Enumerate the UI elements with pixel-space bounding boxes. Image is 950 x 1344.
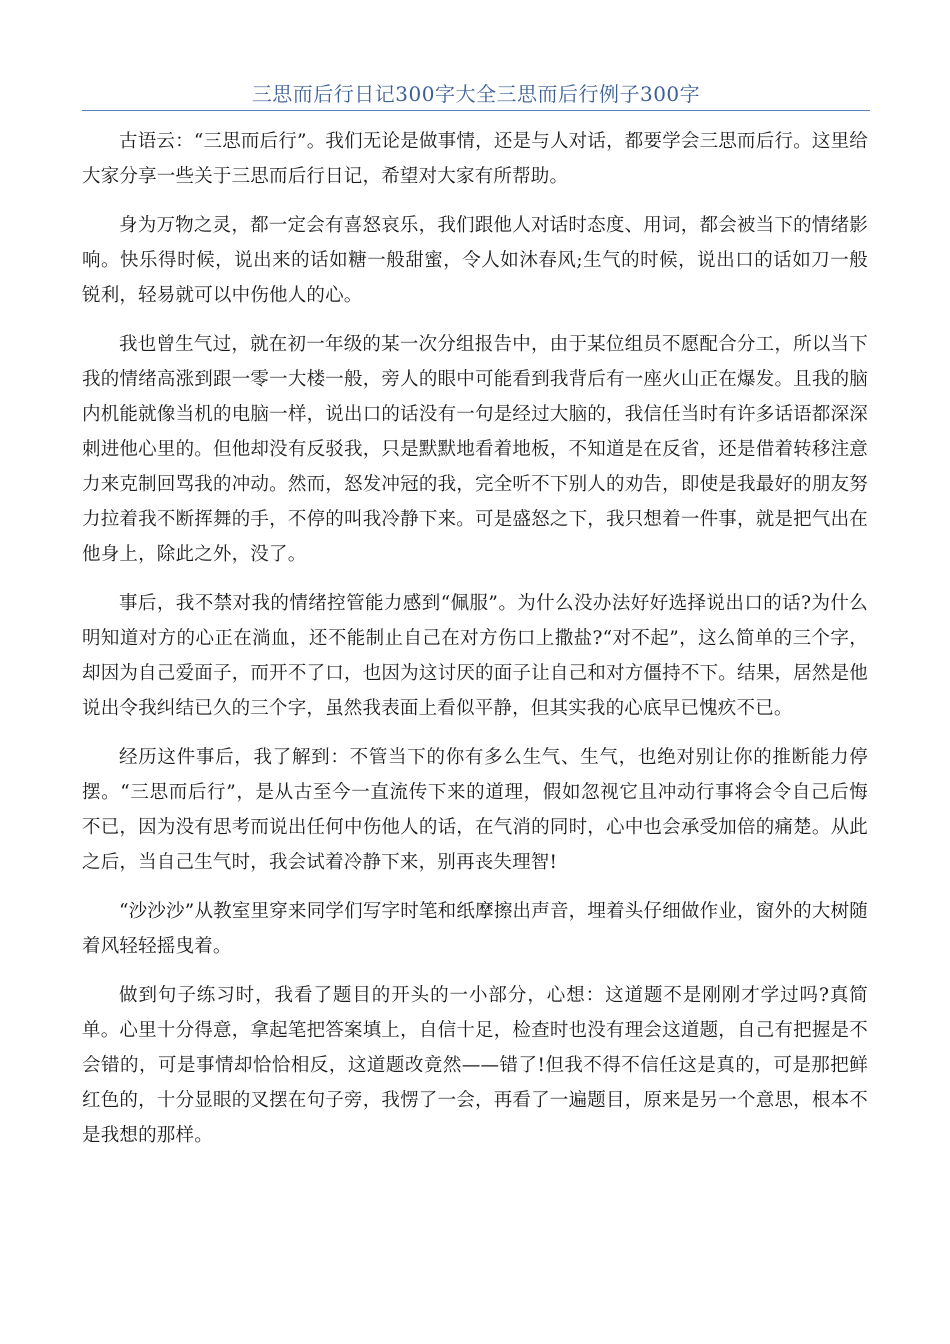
paragraph-3: 我也曾生气过，就在初一年级的某一次分组报告中，由于某位组员不愿配合分工，所以当下我的情绪高涨到跟一零一大楼一般，旁人的眼中可能看到我背后有一座火山正在爆发。且我的脑内机能就像当机的电脑一样，说出口的话没有一句是经过大脑的，我信任当时有许多话语都深深刺进他心里的。但他却没有反驳我，只是默默地看着地板，不知道是在反省，还是借着转移注意力来克制回骂我的冲动。然而，怒发冲冠的我，完全听不下别人的劝告，即使是我最好的朋友努力拉着我不断挥舞的手，不停的叫我冷静下来。可是盛怒之下，我只想着一件事，就是把气出在他身上，除此之外，没了。 [82,334,868,565]
paragraph-5: 经历这件事后，我了解到：不管当下的你有多么生气、生气，也绝对别让你的推断能力停摆。“三思而后行”，是从古至今一直流传下来的道理，假如忽视它且冲动行事将会令自己后悔不已，因为没有思考而说出任何中伤他人的话，在气消的同时，心中也会承受加倍的痛楚。从此之后，当自己生气时，我会试着冷静下来，别再丧失理智! [82,747,868,873]
paragraph-7: 做到句子练习时，我看了题目的开头的一小部分，心想：这道题不是刚刚才学过吗?真简单。心里十分得意，拿起笔把答案填上，自信十足，检查时也没有理会这道题，自己有把握是不会错的，可是事情却恰恰相反，这道题改竟然——错了!但我不得不信任这是真的，可是那把鲜红色的，十分显眼的叉摆在句子旁，我愣了一会，再看了一遍题目，原来是另一个意思，根本不是我想的那样。 [82,985,868,1146]
document-body [82,124,868,1167]
paragraph-4: 事后，我不禁对我的情绪控管能力感到“佩服”。为什么没办法好好选择说出口的话?为什么明知道对方的心正在淌血，还不能制止自己在对方伤口上撒盐?“对不起”，这么简单的三个字，却因为自己爱面子，而开不了口，也因为这讨厌的面子让自己和对方僵持不下。结果，居然是他说出令我纠结已久的三个字，虽然我表面上看似平静，但其实我的心底早已愧疚不已。 [82,593,868,719]
paragraph-1: 古语云：“三思而后行”。我们无论是做事情，还是与人对话，都要学会三思而后行。这里给大家分享一些关于三思而后行日记，希望对大家有所帮助。 [82,131,868,187]
title-underline [82,110,870,111]
document-title: 三思而后行日记300字大全三思而后行例子300字 [251,82,701,106]
paragraph-6: “沙沙沙”从教室里穿来同学们写字时笔和纸摩擦出声音，埋着头仔细做作业，窗外的大树随着风轻轻摇曳着。 [82,901,868,957]
paragraph-2: 身为万物之灵，都一定会有喜怒哀乐，我们跟他人对话时态度、用词，都会被当下的情绪影响。快乐得时候，说出来的话如糖一般甜蜜，令人如沐春风;生气的时候，说出口的话如刀一般锐利，轻易就可以中伤他人的心。 [82,215,868,306]
